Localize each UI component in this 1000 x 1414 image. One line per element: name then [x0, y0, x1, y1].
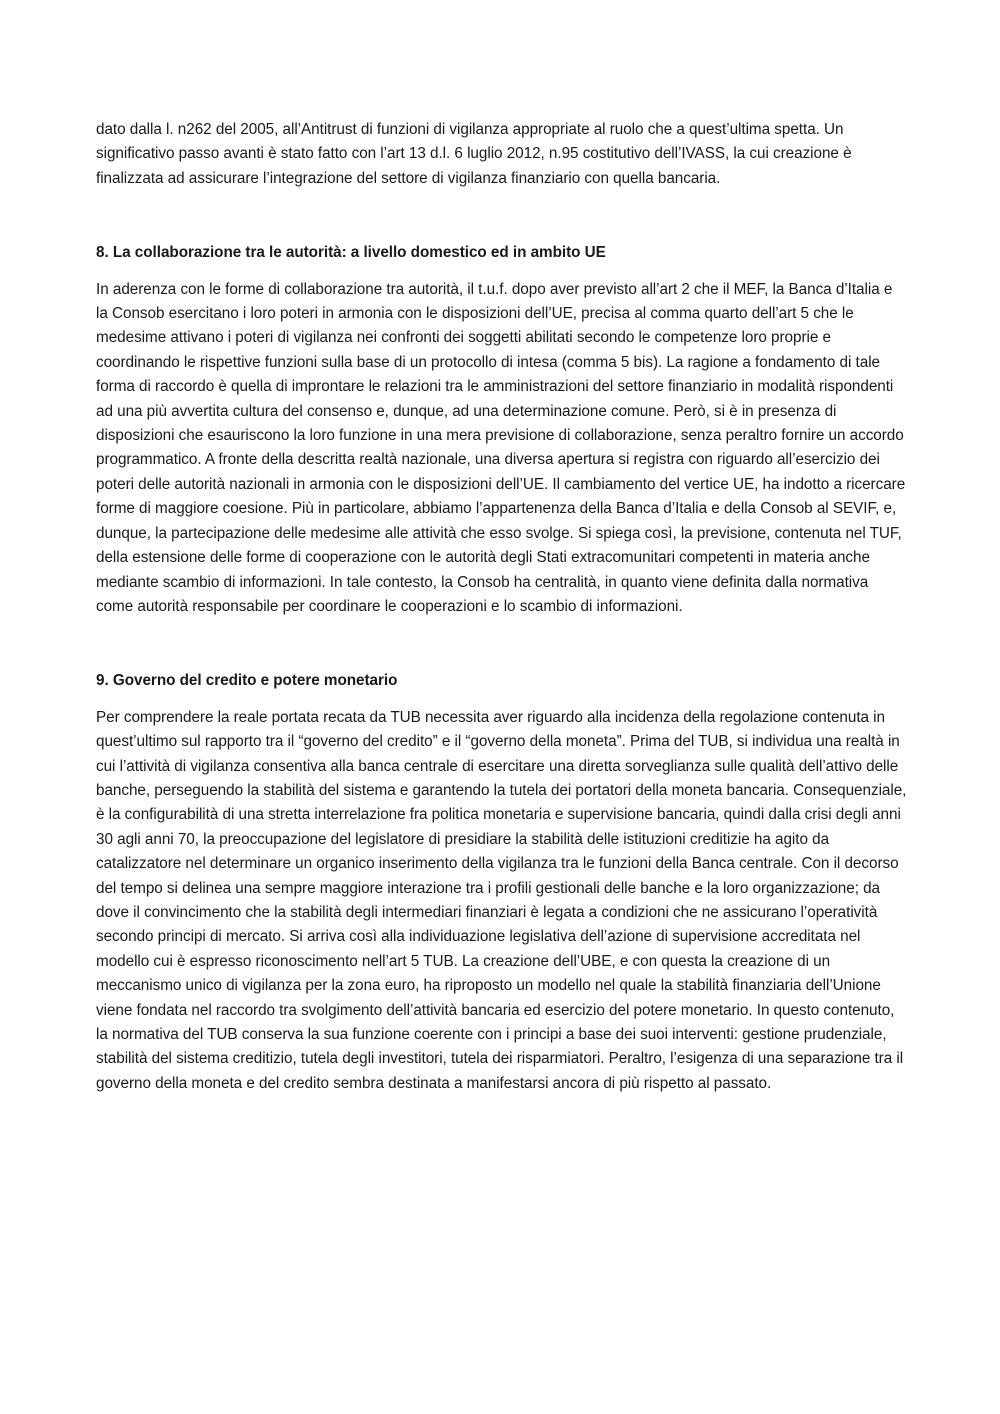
heading-spacer [96, 266, 908, 278]
heading-spacer [96, 694, 908, 706]
document-body [96, 118, 908, 1096]
section-9-body: Per comprendere la reale portata recata da TUB necessita aver riguardo alla incidenza della regolazione contenuta in quest’ultimo sul rapporto tra il “governo del credito” e il “governo della moneta”. Prima del TUB, si individua una realtà in cui l’attività di vigilanza consentiva alla banca centrale di esercitare una diretta sorveglianza sulle qualità dell’attivo delle banche, perseguendo la stabilità del sistema e garantendo la tutela dei portatori della moneta bancaria. Consequenziale, è la configurabilità di una stretta interrelazione fra politica monetaria e supervisione bancaria, quindi dalla crisi degli anni 30 agli anni 70, la preoccupazione del legislatore di presidiare la stabilità delle istituzioni creditizie ha agito da catalizzatore nel determinare un organico inserimento della vigilanza tra le funzioni della Banca centrale. Con il decorso del tempo si delinea una sempre maggiore interazione tra i profili gestionali delle banche e la loro organizzazione; da dove il convincimento che la stabilità degli intermediari finanziari è legata a condizioni che ne assicurano l’operatività secondo principi di mercato. Si arriva così alla individuazione legislativa dell’azione di supervisione accreditata nel modello cui è espresso riconoscimento nell’art 5 TUB. La creazione dell’UBE, e con questa la creazione di un meccanismo unico di vigilanza per la zona euro, ha riproposto un modello nel quale la stabilità finanziaria dell’Unione viene fondata nel raccordo tra svolgimento dell’attività bancaria ed esercizio del potere monetario. In questo contenuto, la normativa del TUB conserva la sua funzione coerente con i principi a base dei suoi interventi: gestione prudenziale, stabilità del sistema creditizio, tutela degli investitori, tutela dei risparmiatori. Peraltro, l’esigenza di una separazione tra il governo della moneta e del credito sembra destinata a manifestarsi ancora di più rispetto al passato. [96, 708, 907, 1092]
section-8-heading: 8. La collaborazione tra le autorità: a livello domestico ed in ambito UE [96, 244, 606, 262]
section-8-body: In aderenza con le forme di collaborazione tra autorità, il t.u.f. dopo aver previsto all’art 2 che il MEF, la Banca d’Italia e la Consob esercitano i loro poteri in armonia con le disposizioni dell’UE, precisa al comma quarto dell’art 5 che le medesime attivano i poteri di vigilanza nei confronti dei soggetti abilitati secondo le competenze loro proprie e coordinando le rispettive funzioni sulla base di un protocollo di intesa (comma 5 bis). La ragione a fondamento di tale forma di raccordo è quella di improntare le relazioni tra le amministrazioni del settore finanziario in modalità rispondenti ad una più avvertita cultura del consenso e, dunque, ad una determinazione comune. Però, si è in presenza di disposizioni che esauriscono la loro funzione in una mera previsione di collaborazione, senza peraltro fornire un accordo programmatico. A fronte della descritta realtà nazionale, una diversa apertura si registra con riguardo all’esercizio dei poteri delle autorità nazionali in armonia con le disposizioni dell’UE. Il cambiamento del vertice UE, ha indotto a ricercare forme di maggiore coesione. Più in particolare, abbiamo l’appartenenza della Banca d’Italia e della Consob al SEVIF, e, dunque, la partecipazione delle medesime alle attività che esso svolge. Si spiega così, la previsione, contenuta nel TUF, della estensione delle forme di cooperazione con le autorità degli Stati extracomunitari competenti in materia anche mediante scambio di informazioni. In tale contesto, la Consob ha centralità, in quanto viene definita dalla normativa come autorità responsabile per coordinare le cooperazioni e lo scambio di informazioni. [96, 280, 906, 615]
intro-paragraph: dato dalla l. n262 del 2005, all’Antitrust di funzioni di vigilanza appropriate al ruolo che a quest’ultima spetta. Un significativo passo avanti è stato fatto con l’art 13 d.l. 6 luglio 2012, n.95 costitutivo dell’IVASS, la cui creazione è finalizzata ad assicurare l’integrazione del settore di vigilanza finanziario con quella bancaria. [96, 121, 852, 187]
section-spacer [96, 619, 908, 669]
section-spacer [96, 191, 908, 241]
section-9-heading: 9. Governo del credito e potere monetario [96, 672, 398, 690]
